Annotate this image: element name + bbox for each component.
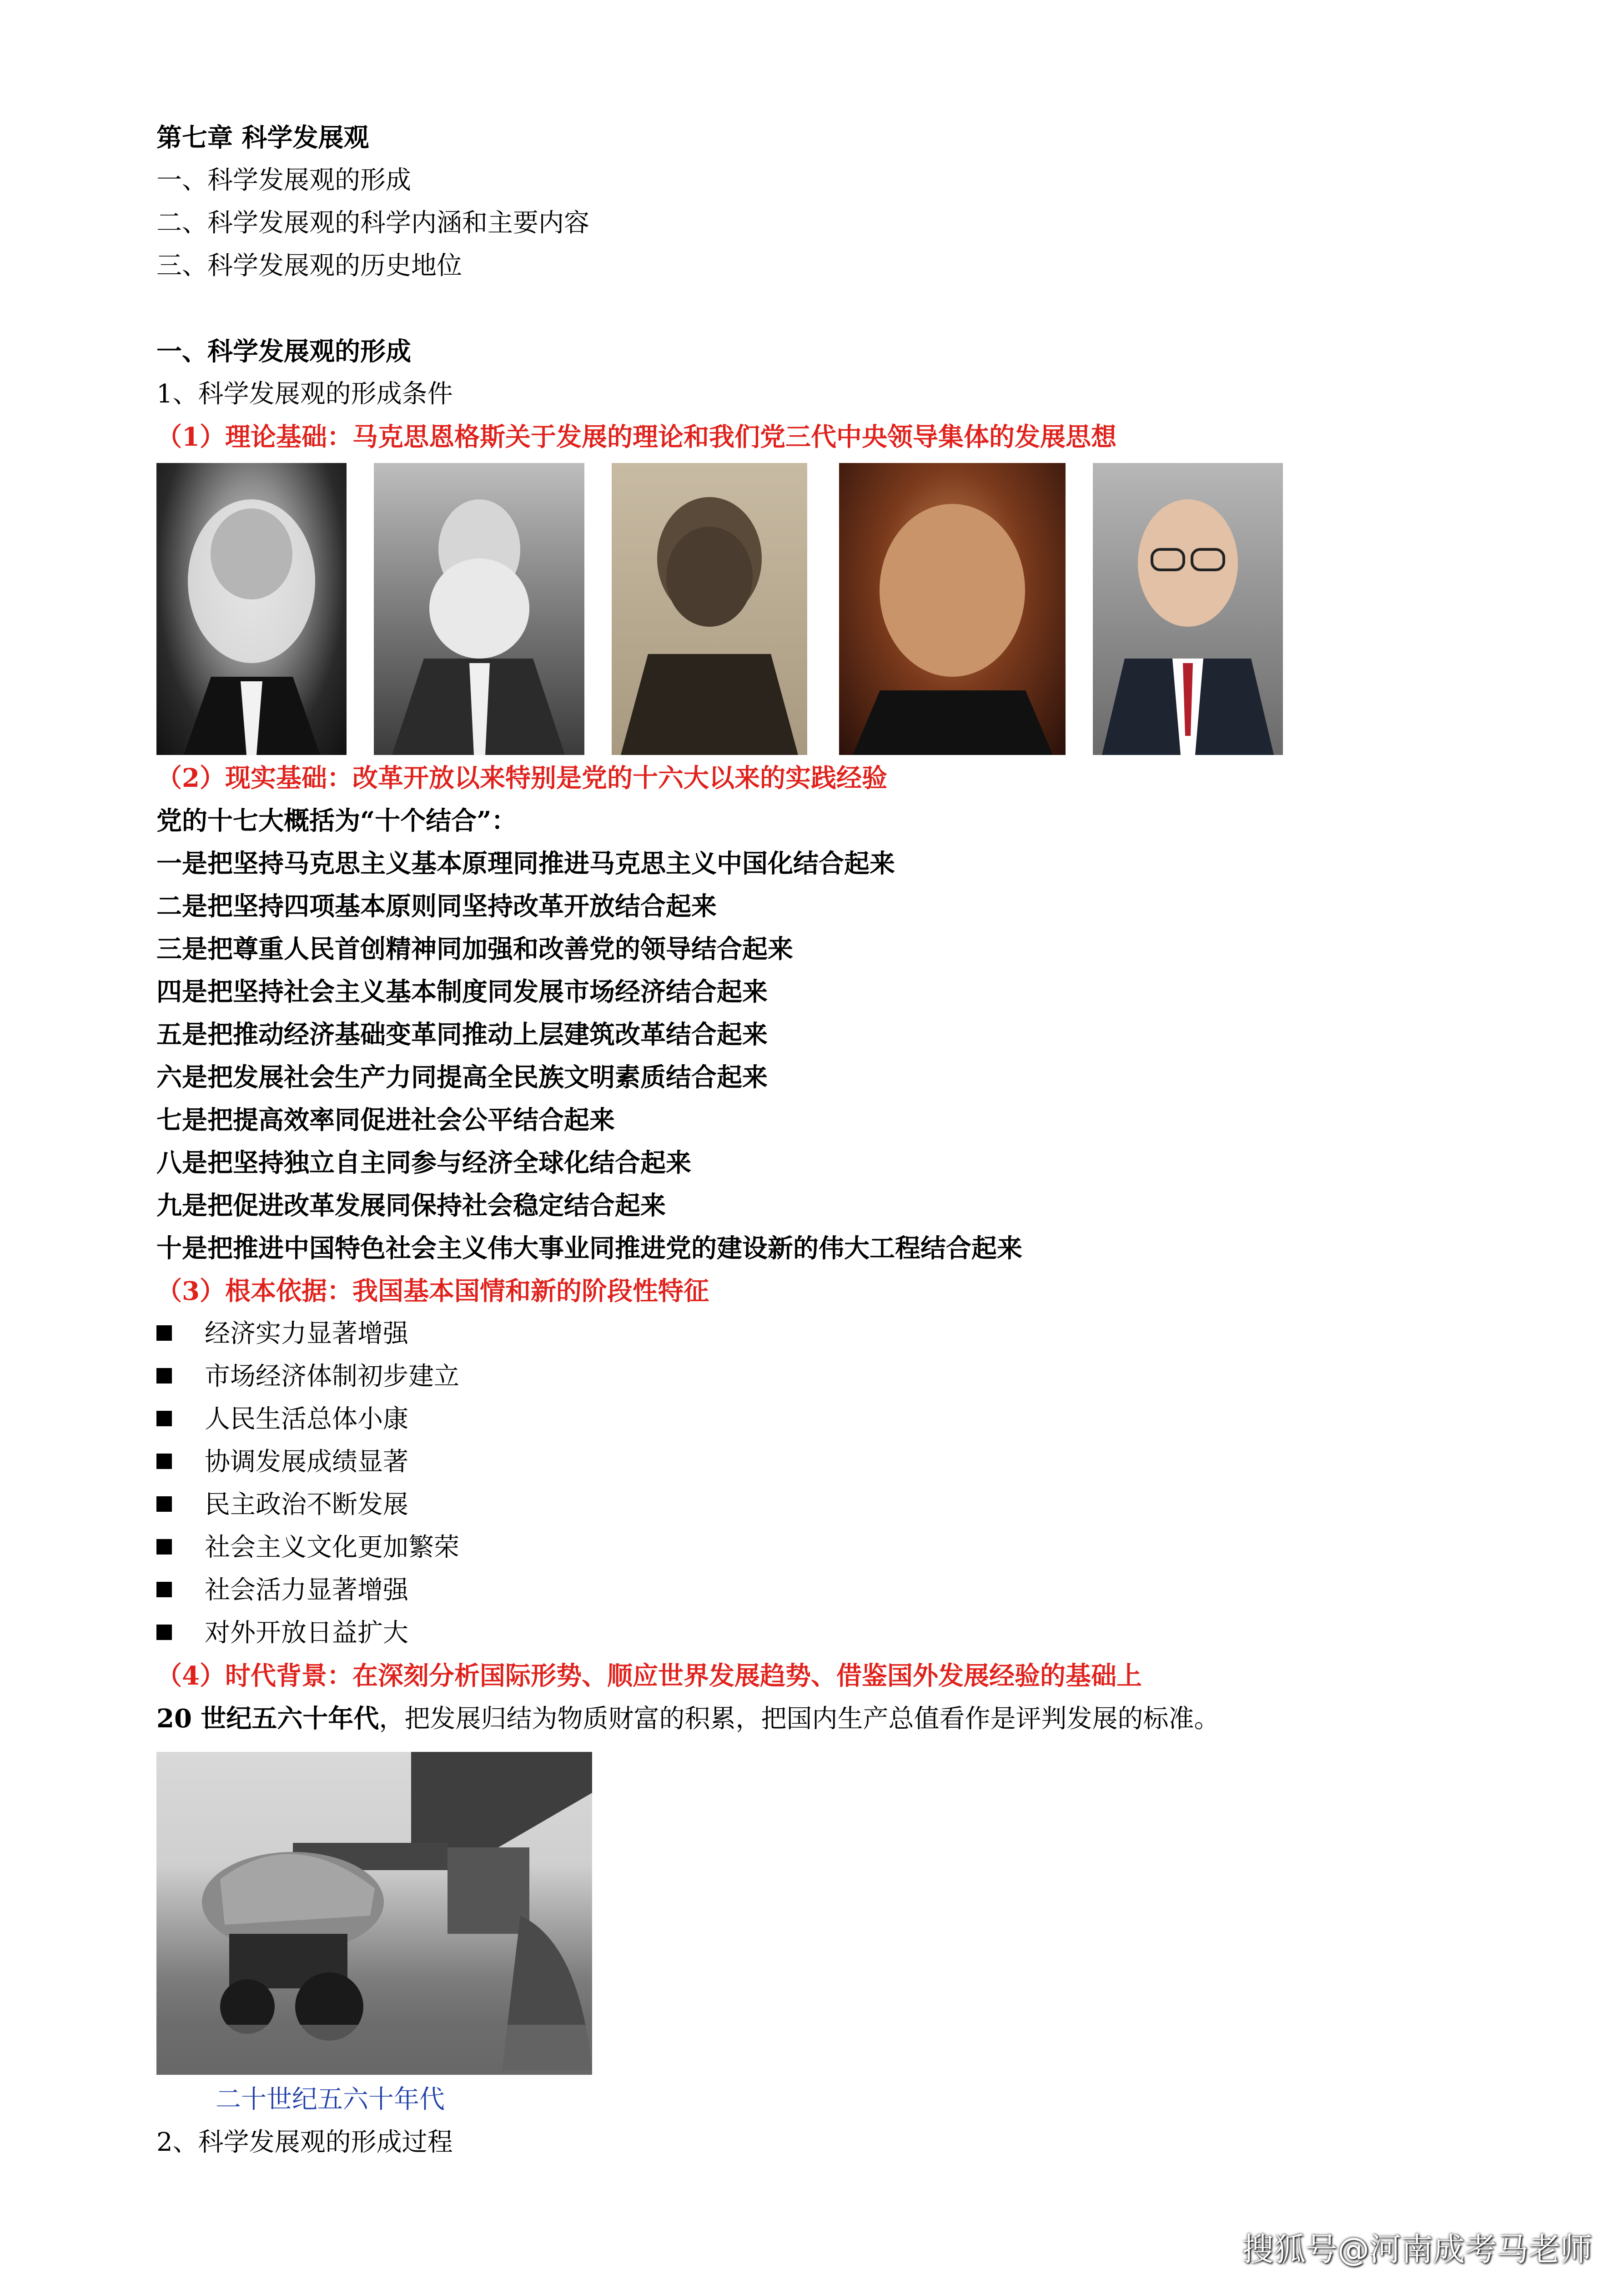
combination-item: 一是把坚持马克思主义基本原理同推进马克思主义中国化结合起来 [156, 849, 895, 879]
feature-item: 人民生活总体小康 [156, 1398, 408, 1441]
portrait-1 [156, 463, 347, 755]
tractor-photo [156, 1752, 592, 2075]
feature-item: 民主政治不断发展 [156, 1484, 408, 1526]
feature-item: 经济实力显著增强 [156, 1313, 408, 1355]
bullet-square-icon [156, 1454, 172, 1469]
bullet-square-icon [156, 1496, 172, 1512]
combination-item: 六是把发展社会生产力同提高全民族文明素质结合起来 [156, 1062, 768, 1092]
bullet-square-icon [156, 1582, 172, 1597]
combination-item: 九是把促进改革发展同保持社会稳定结合起来 [156, 1191, 666, 1221]
photo-caption: 二十世纪五六十年代 [216, 2085, 445, 2114]
bullet-square-icon [156, 1539, 172, 1555]
feature-item: 对外开放日益扩大 [156, 1612, 408, 1655]
portrait-2 [374, 463, 584, 755]
portrait-3 [612, 463, 807, 755]
chapter-title: 第七章 科学发展观 [156, 123, 369, 153]
toc-item-3: 三、科学发展观的历史地位 [156, 251, 462, 281]
portrait-4 [839, 463, 1066, 755]
feature-item: 社会主义文化更加繁荣 [156, 1526, 459, 1569]
bullet-square-icon [156, 1411, 172, 1426]
subsection-title: 1、科学发展观的形成条件 [156, 379, 453, 409]
portrait-5 [1093, 463, 1283, 755]
combination-item: 二是把坚持四项基本原则同坚持改革开放结合起来 [156, 891, 717, 921]
bullet-square-icon [156, 1368, 172, 1384]
combination-item: 三是把尊重人民首创精神同加强和改善党的领导结合起来 [156, 934, 793, 964]
era-background-heading: （4）时代背景：在深刻分析国际形势、顺应世界发展趋势、借鉴国外发展经验的基础上 [156, 1661, 1142, 1691]
era-paragraph: 20 世纪五六十年代，把发展归结为物质财富的积累，把国内生产总值看作是评判发展的标准。 [156, 1704, 1220, 1734]
watermark: 搜狐号@河南成考马老师 [1242, 2231, 1592, 2268]
combination-item: 四是把坚持社会主义基本制度同发展市场经济结合起来 [156, 977, 768, 1007]
combination-item: 十是把推进中国特色社会主义伟大事业同推进党的建设新的伟大工程结合起来 [156, 1233, 1022, 1263]
feature-item: 市场经济体制初步建立 [156, 1355, 459, 1398]
feature-item: 协调发展成绩显著 [156, 1441, 408, 1484]
combination-item: 七是把提高效率同促进社会公平结合起来 [156, 1105, 615, 1135]
subsection-title: 2、科学发展观的形成过程 [156, 2128, 453, 2157]
reality-basis-heading: （2）现实基础：改革开放以来特别是党的十六大以来的实践经验 [156, 763, 887, 793]
theory-basis-heading: （1）理论基础：马克思恩格斯关于发展的理论和我们党三代中央领导集体的发展思想 [156, 422, 1116, 452]
combination-item: 八是把坚持独立自主同参与经济全球化结合起来 [156, 1148, 691, 1178]
toc-item-2: 二、科学发展观的科学内涵和主要内容 [156, 208, 589, 238]
bullet-square-icon [156, 1325, 172, 1341]
combination-item: 五是把推动经济基础变革同推动上层建筑改革结合起来 [156, 1020, 768, 1050]
toc-item-1: 一、科学发展观的形成 [156, 166, 411, 195]
bullet-square-icon [156, 1625, 172, 1640]
feature-item: 社会活力显著增强 [156, 1569, 408, 1612]
ten-combinations-intro: 党的十七大概括为“十个结合”： [156, 806, 517, 836]
section-title: 一、科学发展观的形成 [156, 337, 411, 367]
fundamental-basis-heading: （3）根本依据：我国基本国情和新的阶段性特征 [156, 1276, 709, 1306]
